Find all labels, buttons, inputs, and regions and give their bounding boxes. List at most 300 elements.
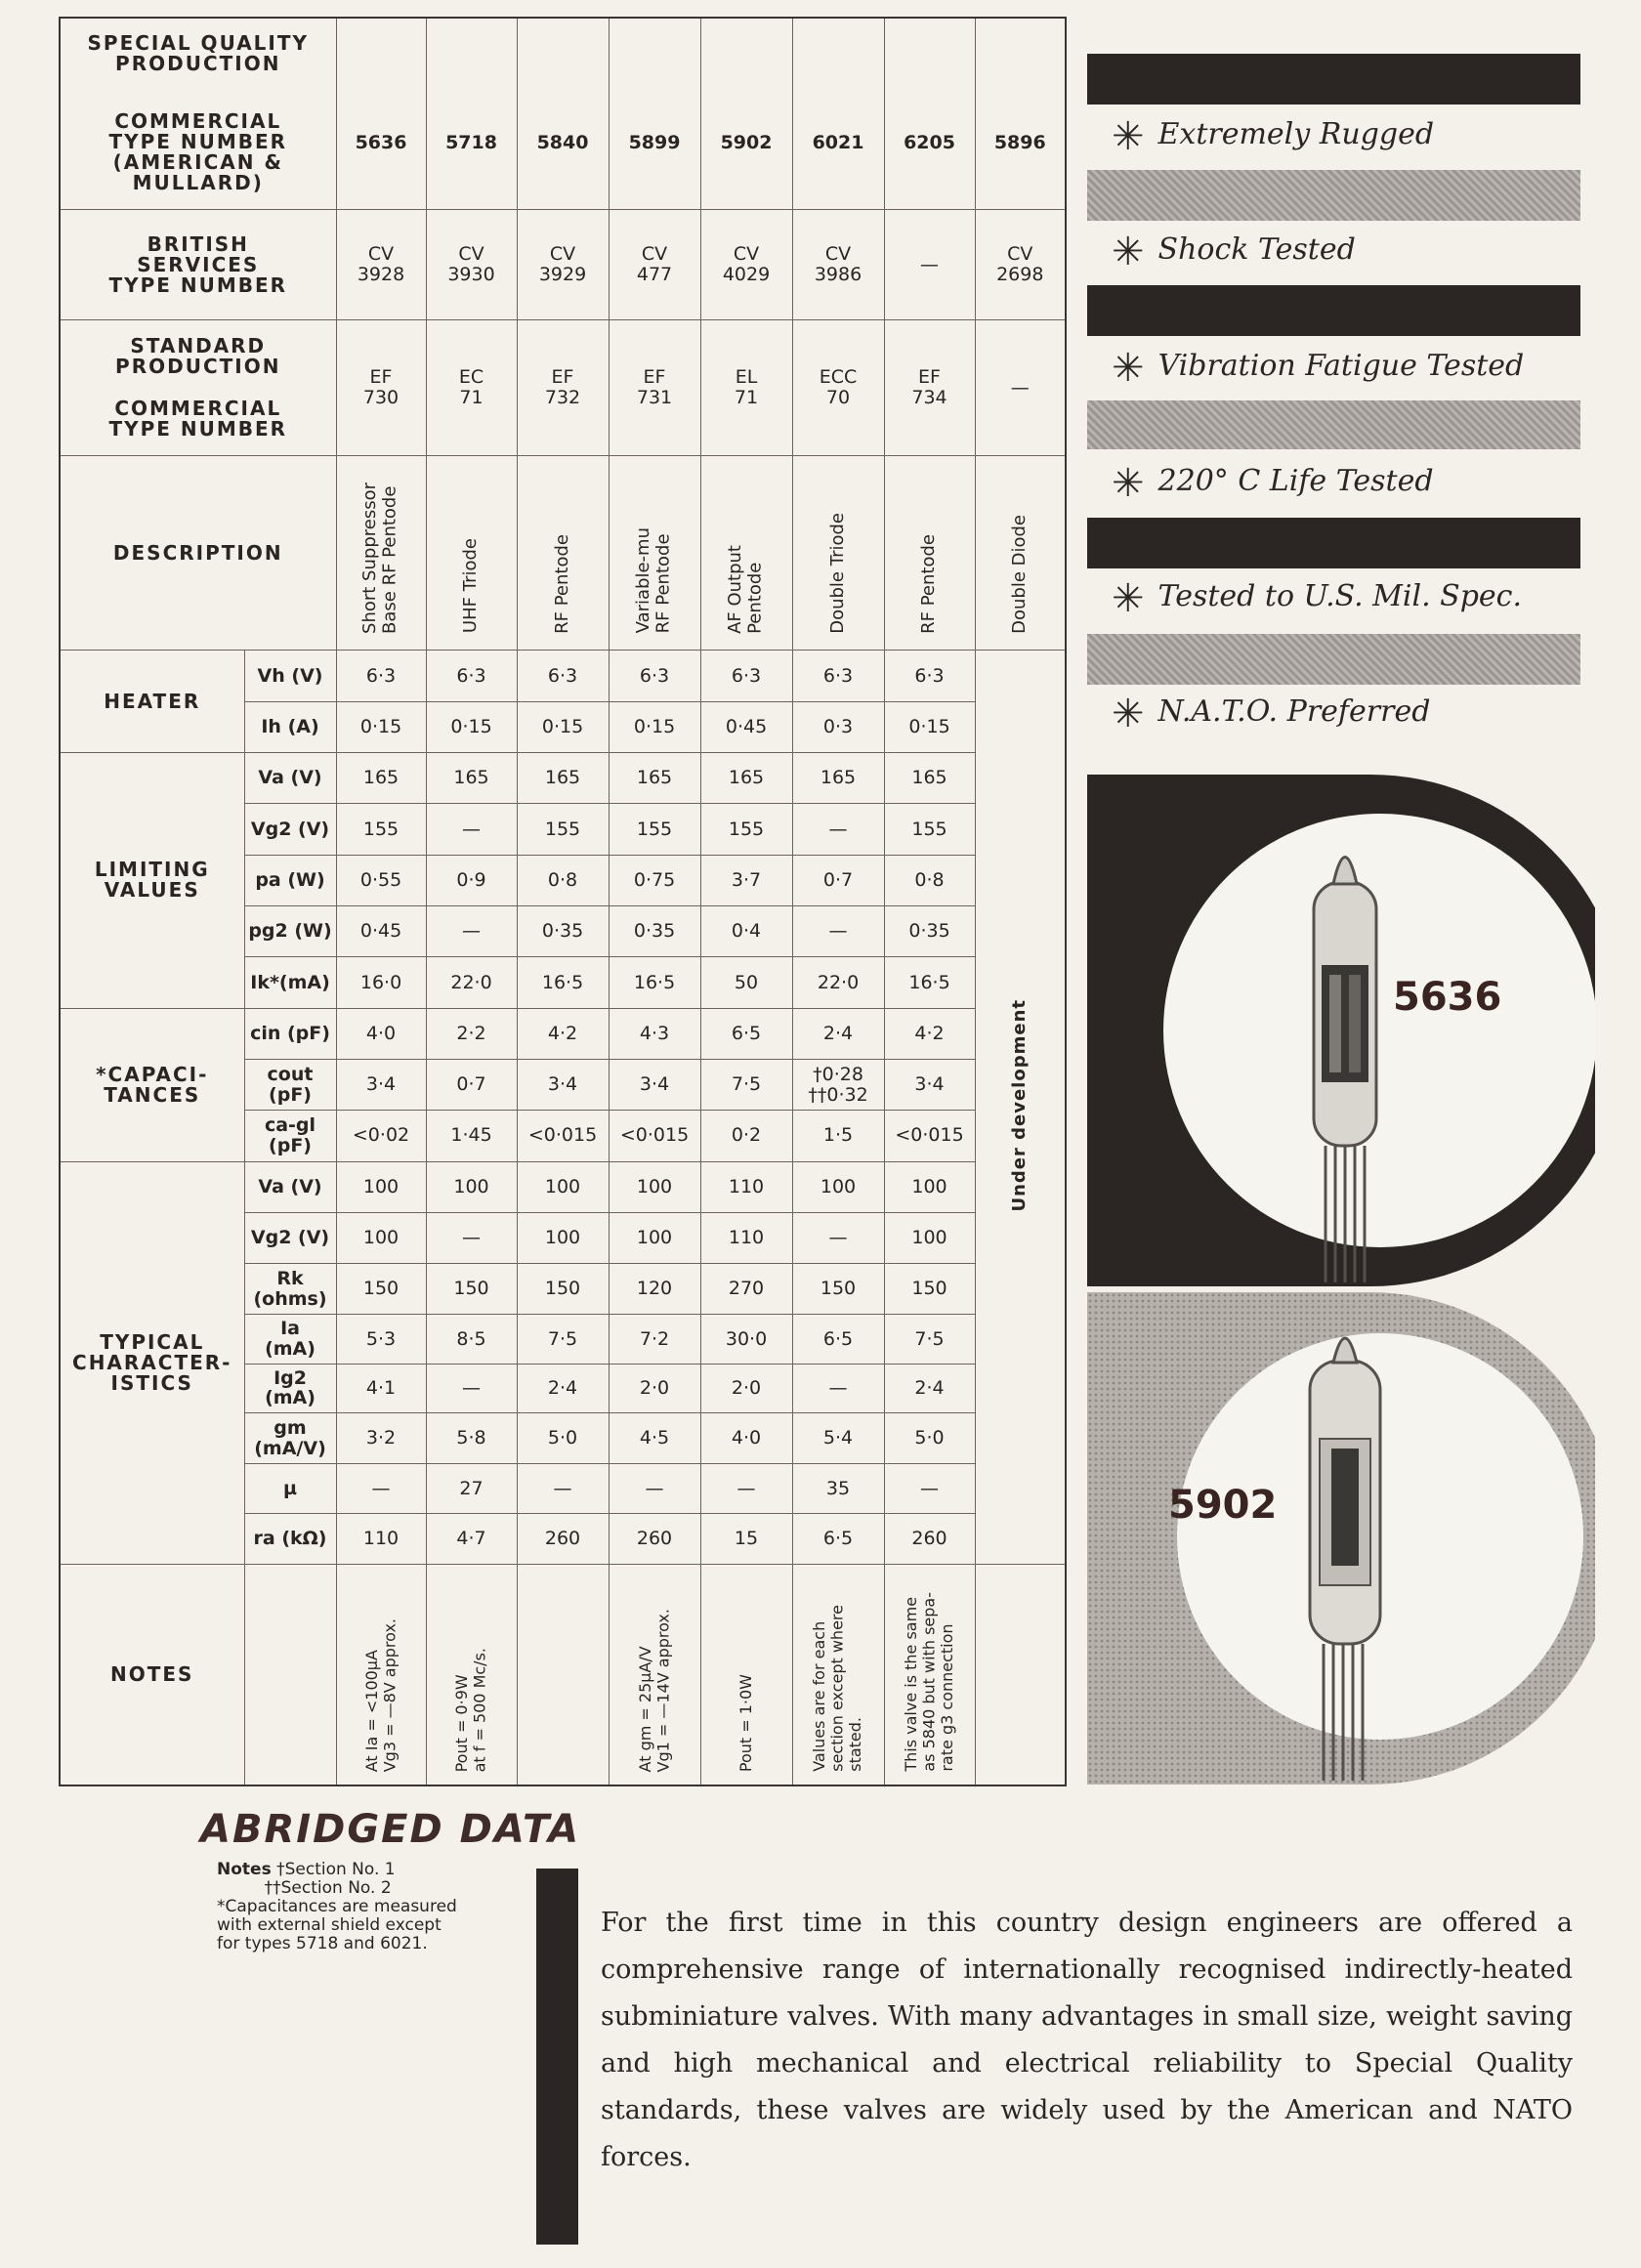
value-cell	[700, 804, 792, 855]
notes-cell-text: Pout = 1·0W	[736, 1673, 755, 1773]
value-cell	[609, 1413, 700, 1464]
standard-type-cell-text: —	[1010, 376, 1030, 399]
value-cell	[609, 1161, 700, 1212]
value-cell	[517, 1008, 609, 1059]
feature-label: Tested to U.S. Mil. Spec.	[1157, 579, 1522, 613]
description-cell-text: AF Output Pentode	[725, 544, 767, 634]
british-type-cell-text: CV 477	[636, 243, 673, 286]
value-cell	[517, 1212, 609, 1263]
value-cell	[884, 1212, 975, 1263]
heater-label-text: HEATER	[104, 689, 201, 713]
value-cell-text: 6·5	[822, 1527, 854, 1549]
table-row	[60, 1565, 1066, 1786]
value-cell-text: 155	[362, 818, 400, 840]
value-cell-text: 260	[636, 1527, 673, 1549]
standard-type-cell-text: EF 731	[636, 366, 673, 409]
value-cell-text: 110	[362, 1527, 400, 1549]
british-type-cell-text: —	[920, 253, 940, 275]
value-cell	[517, 1161, 609, 1212]
commercial-type-cell-text: 6021	[812, 131, 864, 153]
value-cell	[792, 905, 884, 956]
value-cell	[792, 1008, 884, 1059]
feature-item	[1112, 346, 1524, 391]
notes-cell-text: This valve is the same as 5840 but with sepa- rate g3 connection	[901, 1592, 956, 1773]
value-cell	[336, 1264, 426, 1315]
value-cell-text: 3·4	[639, 1073, 670, 1096]
description-cell	[700, 456, 792, 651]
value-cell-text: 6·3	[822, 664, 854, 687]
value-cell-text: 4·2	[914, 1022, 945, 1044]
value-cell-text: 3·4	[547, 1073, 578, 1096]
notes-cell	[700, 1565, 792, 1786]
value-cell-text: 100	[636, 1227, 673, 1249]
value-cell	[609, 957, 700, 1008]
commercial-type-cell-text: 5636	[355, 131, 407, 153]
value-cell-text: 2·4	[822, 1022, 854, 1044]
value-cell-text: 100	[544, 1227, 581, 1249]
value-cell	[426, 753, 517, 804]
value-cell	[884, 855, 975, 905]
value-cell-text: 0·15	[359, 715, 402, 737]
value-cell-text: 0·35	[633, 920, 676, 943]
param-label	[244, 1364, 336, 1412]
capacitances-label	[60, 1008, 244, 1161]
value-cell	[792, 855, 884, 905]
value-cell-text: —	[828, 920, 848, 943]
value-cell	[336, 1161, 426, 1212]
under-development-cell	[975, 651, 1066, 1565]
value-cell-text: 0·15	[633, 715, 676, 737]
feature-bar	[1087, 170, 1580, 221]
value-cell	[609, 651, 700, 701]
table-row	[60, 1161, 1066, 1212]
description-cell-text: UHF Triode	[460, 538, 482, 634]
value-cell	[426, 1008, 517, 1059]
value-cell	[700, 753, 792, 804]
feature-bar	[1087, 634, 1580, 685]
value-cell	[517, 1513, 609, 1564]
value-cell	[426, 804, 517, 855]
limiting-values-label-text: LIMITING VALUES	[94, 858, 210, 903]
value-cell	[700, 1464, 792, 1513]
valve-illustration-5902	[1087, 1292, 1595, 1790]
param-label-text: pg2 (W)	[248, 920, 332, 943]
standard-type-cell	[792, 320, 884, 456]
value-cell	[609, 1364, 700, 1412]
value-cell	[792, 651, 884, 701]
value-cell	[426, 1264, 517, 1315]
notes-cell-text: Values are for each section except where stated.	[810, 1605, 865, 1773]
value-cell	[609, 905, 700, 956]
commercial-type-cell	[517, 18, 609, 209]
value-cell-text: 6·3	[456, 664, 486, 687]
value-cell-text: 6·5	[731, 1022, 762, 1044]
value-cell-text: —	[462, 920, 482, 943]
feature-item	[1112, 114, 1434, 159]
value-cell	[336, 1008, 426, 1059]
value-cell-text: 4·5	[639, 1427, 670, 1449]
value-cell-text: 100	[453, 1175, 489, 1197]
british-type-cell	[792, 209, 884, 320]
notes-cell	[517, 1565, 609, 1786]
value-cell	[884, 804, 975, 855]
description-cell-text: Short Suppressor Base RF Pentode	[359, 482, 401, 634]
param-label	[244, 701, 336, 752]
value-cell	[792, 701, 884, 752]
value-cell-text: 1·5	[822, 1124, 854, 1147]
value-cell-text: —	[462, 1227, 482, 1249]
value-cell-text: 16·5	[633, 971, 676, 993]
value-cell-text: <0·02	[352, 1124, 410, 1147]
value-cell	[792, 1059, 884, 1110]
standard-type-cell-text: EL 71	[734, 366, 759, 409]
value-cell	[517, 1264, 609, 1315]
value-cell-text: 3·4	[365, 1073, 397, 1096]
value-cell-text: 110	[728, 1227, 765, 1249]
value-cell-text: 22·0	[817, 971, 860, 993]
value-cell	[336, 651, 426, 701]
value-cell	[609, 1464, 700, 1513]
british-type-cell	[884, 209, 975, 320]
value-cell	[792, 1111, 884, 1161]
value-cell-text: —	[828, 818, 848, 840]
param-label	[244, 753, 336, 804]
value-cell-text: 0·7	[822, 868, 854, 891]
feature-label: Shock Tested	[1157, 232, 1356, 267]
value-cell	[609, 1264, 700, 1315]
value-cell-text: 0·15	[908, 715, 950, 737]
param-label-text: Ih (A)	[261, 715, 319, 737]
value-cell	[884, 1464, 975, 1513]
under-development-cell-text: Under development	[1008, 998, 1030, 1212]
notes-cell-text: At Ia = <100µA Vg3 = —8V approx.	[361, 1617, 400, 1773]
value-cell-text: 0·8	[914, 868, 945, 891]
param-label-text: gm (mA/V)	[254, 1416, 326, 1459]
value-cell	[517, 1059, 609, 1110]
standard-production-label	[60, 320, 336, 456]
value-cell-text: 2·0	[731, 1376, 762, 1399]
commercial-type-cell	[884, 18, 975, 209]
param-label-text: Va (V)	[258, 1175, 322, 1197]
description-cell	[517, 456, 609, 651]
value-cell	[792, 957, 884, 1008]
table-row	[60, 456, 1066, 651]
notes-cell	[884, 1565, 975, 1786]
value-cell-text: †0·28 ††0·32	[808, 1063, 868, 1106]
value-cell-text: 0·55	[359, 868, 402, 891]
value-cell	[336, 1212, 426, 1263]
notes-cell	[792, 1565, 884, 1786]
value-cell	[336, 1315, 426, 1364]
value-cell	[792, 1464, 884, 1513]
value-cell	[609, 1315, 700, 1364]
value-cell-text: 100	[362, 1175, 400, 1197]
special-commercial-label	[60, 18, 336, 209]
value-cell-text: 4·2	[547, 1022, 578, 1044]
value-cell	[792, 1264, 884, 1315]
value-cell-text: 165	[636, 767, 673, 789]
value-cell	[884, 1413, 975, 1464]
value-cell-text: 155	[636, 818, 673, 840]
value-cell-text: 16·5	[908, 971, 950, 993]
commercial-type-cell	[975, 18, 1066, 209]
value-cell-text: 0·4	[731, 920, 762, 943]
value-cell	[884, 651, 975, 701]
value-cell-text: 2·4	[547, 1376, 578, 1399]
notes-cell	[609, 1565, 700, 1786]
value-cell	[609, 1008, 700, 1059]
description-cell-text: RF Pentode	[551, 533, 572, 634]
value-cell	[792, 1315, 884, 1364]
value-cell-text: <0·015	[619, 1124, 690, 1147]
value-cell-text: 155	[544, 818, 581, 840]
standard-type-cell	[975, 320, 1066, 456]
value-cell-text: 165	[453, 767, 489, 789]
param-label	[244, 1464, 336, 1513]
param-label-text: Ik*(mA)	[250, 971, 330, 993]
value-cell	[884, 1008, 975, 1059]
value-cell-text: 260	[911, 1527, 947, 1549]
value-cell	[426, 701, 517, 752]
value-cell	[426, 1464, 517, 1513]
value-cell	[426, 651, 517, 701]
standard-type-cell-text: EF 730	[362, 366, 400, 409]
typical-characteristics-label-text: TYPICAL CHARACTER- ISTICS	[72, 1329, 232, 1395]
commercial-type-cell	[792, 18, 884, 209]
value-cell	[517, 1315, 609, 1364]
british-type-cell-text: CV 3930	[447, 243, 495, 286]
value-cell	[884, 753, 975, 804]
value-cell-text: 6·3	[731, 664, 762, 687]
param-label	[244, 651, 336, 701]
valve-illustration-5636	[1087, 775, 1595, 1292]
description-label	[60, 456, 336, 651]
value-cell	[426, 1315, 517, 1364]
value-cell	[426, 1212, 517, 1263]
value-cell-text: 7·2	[639, 1327, 670, 1350]
value-cell	[609, 1212, 700, 1263]
table-row	[60, 320, 1066, 456]
typical-characteristics-label	[60, 1161, 244, 1564]
value-cell-text: 0·15	[541, 715, 584, 737]
value-cell	[700, 1364, 792, 1412]
asterisk-icon: ✳	[1112, 230, 1145, 274]
description-cell	[609, 456, 700, 651]
value-cell-text: 16·0	[359, 971, 402, 993]
description-cell	[884, 456, 975, 651]
british-type-cell	[517, 209, 609, 320]
value-cell-text: 35	[825, 1477, 851, 1499]
value-cell-text: 4·3	[639, 1022, 670, 1044]
value-cell-text: 4·0	[365, 1022, 397, 1044]
value-cell	[517, 905, 609, 956]
param-label	[244, 1161, 336, 1212]
value-cell	[792, 1413, 884, 1464]
value-cell	[336, 753, 426, 804]
param-label-text: µ	[283, 1477, 297, 1499]
value-cell-text: 0·35	[908, 920, 950, 943]
value-cell	[609, 855, 700, 905]
value-cell-text: 110	[728, 1175, 765, 1197]
value-cell-text: 4·7	[456, 1527, 486, 1549]
value-cell-text: 100	[911, 1227, 947, 1249]
commercial-type-cell-text: 5899	[628, 131, 681, 153]
value-cell	[426, 1413, 517, 1464]
param-label	[244, 905, 336, 956]
param-label	[244, 855, 336, 905]
value-cell	[700, 1111, 792, 1161]
value-cell	[792, 1364, 884, 1412]
capacitances-label-text: *CAPACI- TANCES	[96, 1062, 209, 1107]
value-cell-text: 5·0	[914, 1427, 945, 1449]
value-cell-text: —	[736, 1477, 756, 1499]
british-type-cell-text: CV 3986	[814, 243, 863, 286]
british-type-cell-text: CV 2698	[996, 243, 1044, 286]
value-cell	[336, 1059, 426, 1110]
value-cell	[700, 957, 792, 1008]
value-cell	[884, 1264, 975, 1315]
standard-type-cell	[609, 320, 700, 456]
feature-label: Vibration Fatigue Tested	[1157, 349, 1525, 383]
value-cell-text: 0·7	[456, 1073, 486, 1096]
feature-item	[1112, 461, 1434, 506]
commercial-type-cell	[426, 18, 517, 209]
value-cell-text: 6·3	[914, 664, 945, 687]
standard-production-text: STANDARD PRODUCTION	[115, 334, 281, 379]
limiting-values-label	[60, 753, 244, 1009]
value-cell	[609, 804, 700, 855]
standard-type-cell-text: EF 732	[544, 366, 581, 409]
value-cell	[336, 701, 426, 752]
section-2-note: ††Section No. 2	[264, 1878, 392, 1899]
value-cell	[336, 957, 426, 1008]
value-cell	[609, 1513, 700, 1564]
param-label-text: Vh (V)	[257, 664, 323, 687]
value-cell	[700, 1264, 792, 1315]
table-row	[60, 651, 1066, 701]
british-type-cell	[609, 209, 700, 320]
notes-cell-text: At gm = 25µA/V Vg1 = —14V approx.	[635, 1608, 673, 1773]
value-cell	[884, 1364, 975, 1412]
param-label-text: ca-gl (pF)	[264, 1114, 316, 1156]
section-1-note: †Section No. 1	[276, 1860, 396, 1879]
value-cell	[700, 1161, 792, 1212]
description-cell	[336, 456, 426, 651]
value-cell	[884, 1513, 975, 1564]
value-cell-text: —	[828, 1376, 848, 1399]
commercial-type-cell	[336, 18, 426, 209]
description-cell-text: Double Triode	[826, 512, 848, 634]
value-cell	[792, 1161, 884, 1212]
special-quality-label: SPECIAL QUALITY PRODUCTION	[87, 31, 309, 76]
param-label	[244, 1212, 336, 1263]
param-label-text: pa (W)	[255, 868, 325, 891]
param-label	[244, 804, 336, 855]
value-cell	[426, 1161, 517, 1212]
value-cell-text: —	[462, 1376, 482, 1399]
value-cell	[792, 1513, 884, 1564]
value-cell	[517, 1464, 609, 1513]
value-cell	[700, 1413, 792, 1464]
value-cell-text: 6·5	[822, 1327, 854, 1350]
value-cell	[336, 1464, 426, 1513]
vertical-divider-bar	[536, 1869, 578, 2245]
value-cell-text: 1·45	[450, 1124, 492, 1147]
value-cell	[517, 1364, 609, 1412]
notes-param-cell	[244, 1565, 336, 1786]
value-cell	[336, 1111, 426, 1161]
value-cell-text: 15	[734, 1527, 759, 1549]
value-cell-text: 2·0	[639, 1376, 670, 1399]
value-cell-text: 0·35	[541, 920, 584, 943]
param-label-text: Rk (ohms)	[253, 1267, 327, 1310]
british-type-cell	[426, 209, 517, 320]
feature-bar	[1087, 285, 1580, 336]
value-cell	[792, 753, 884, 804]
feature-item	[1112, 692, 1430, 736]
value-cell-text: —	[371, 1477, 391, 1499]
british-type-cell-text: CV 4029	[722, 243, 771, 286]
value-cell	[426, 855, 517, 905]
value-cell-text: 8·5	[456, 1327, 486, 1350]
value-cell-text: 0·15	[450, 715, 492, 737]
commercial-type-cell	[700, 18, 792, 209]
table-row	[60, 1008, 1066, 1059]
param-label-text: cin (pF)	[250, 1022, 330, 1044]
value-cell-text: 22·0	[450, 971, 492, 993]
value-cell	[609, 701, 700, 752]
commercial-type-cell-text: 6205	[904, 131, 955, 153]
commercial-type-cell-text: 5902	[720, 131, 773, 153]
param-label-text: Vg2 (V)	[250, 1227, 330, 1249]
standard-type-cell-text: ECC 70	[819, 366, 858, 409]
value-cell-text: 7·5	[547, 1327, 578, 1350]
feature-label: 220° C Life Tested	[1157, 464, 1434, 498]
value-cell	[700, 1059, 792, 1110]
value-cell	[700, 905, 792, 956]
standard-type-cell	[700, 320, 792, 456]
commercial-type-cell-text: 5896	[993, 131, 1046, 153]
abridged-data-heading: ABRIDGED DATA	[200, 1807, 581, 1852]
notes-cell-text: Pout = 0·9W at f = 500 Mc/s.	[452, 1647, 489, 1773]
value-cell	[609, 1059, 700, 1110]
value-cell	[700, 1008, 792, 1059]
feature-item	[1112, 230, 1356, 274]
value-cell-text: —	[828, 1227, 848, 1249]
value-cell	[700, 1315, 792, 1364]
value-cell	[792, 804, 884, 855]
value-cell	[517, 957, 609, 1008]
description-cell-text: Variable-mu RF Pentode	[633, 527, 675, 634]
param-label	[244, 957, 336, 1008]
value-cell-text: 6·3	[639, 664, 670, 687]
intro-paragraph: For the first time in this country design engineers are offered a comprehensive range of internationally recognised indirectly-heated subminiature valves. With many advantages in small size, weight saving and high mechanical and electrical reliability to Special Quality standards, these valves are widely used by the American and NATO forces.	[601, 1908, 1573, 2172]
value-cell-text: 165	[911, 767, 947, 789]
value-cell-text: 5·8	[456, 1427, 486, 1449]
value-cell	[517, 701, 609, 752]
value-cell	[700, 651, 792, 701]
param-label-text: ra (kΩ)	[253, 1527, 327, 1549]
british-type-cell-text: CV 3928	[357, 243, 405, 286]
value-cell-text: 0·75	[633, 868, 676, 891]
value-cell	[700, 701, 792, 752]
value-cell	[336, 804, 426, 855]
description-cell-text: RF Pentode	[918, 533, 940, 634]
notes-label	[60, 1565, 244, 1786]
value-cell-text: 27	[459, 1477, 484, 1499]
notes-cell	[426, 1565, 517, 1786]
param-label	[244, 1315, 336, 1364]
